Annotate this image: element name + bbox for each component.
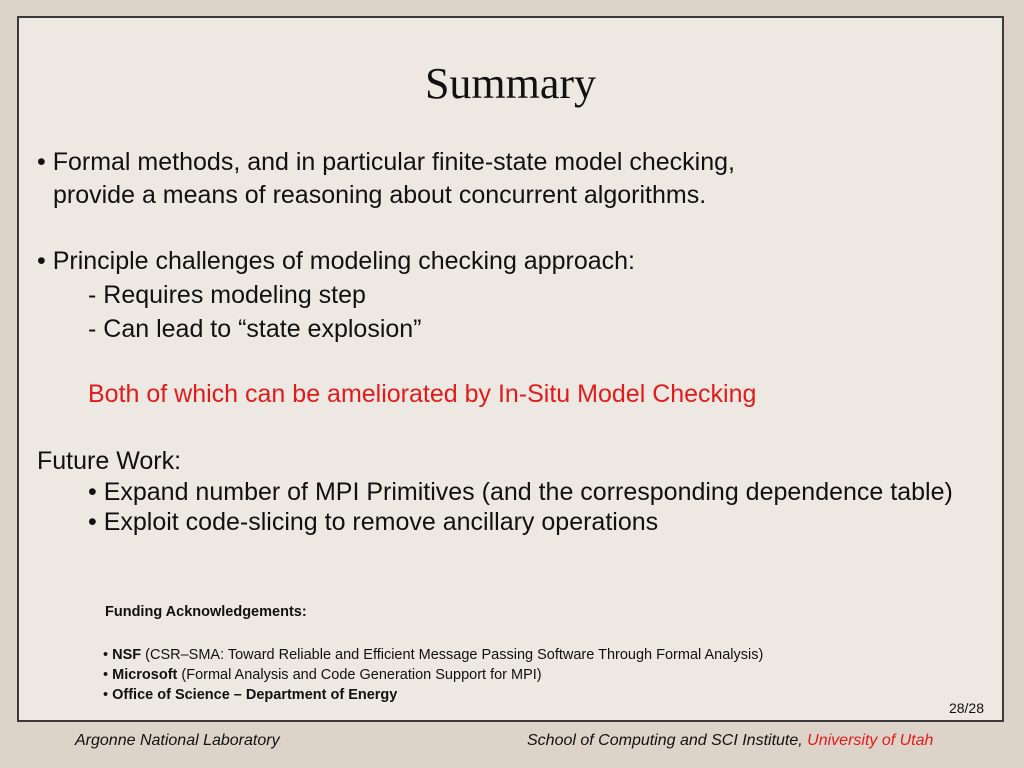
future-work-item-2: • Exploit code-slicing to remove ancillary operations — [88, 508, 659, 536]
bullet-2-sub-1: - Requires modeling step — [88, 281, 366, 309]
bullet-2: • Principle challenges of modeling checking approach: — [37, 247, 635, 275]
footer-right — [527, 732, 933, 750]
bullet-1-line-1: • Formal methods, and in particular finite-state model checking, — [37, 148, 735, 176]
footer-left: Argonne National Laboratory — [75, 732, 280, 749]
funding-item-microsoft — [103, 667, 542, 683]
funding-desc: (CSR–SMA: Toward Reliable and Efficient Message Passing Software Through Formal Analysis) — [141, 647, 764, 663]
funding-name: NSF — [112, 647, 142, 663]
footer-right-emphasis: University of Utah — [807, 732, 934, 749]
funding-name: Office of Science – Department of Energy — [112, 687, 398, 703]
funding-bullet: • — [103, 647, 113, 663]
page-number: 28/28 — [948, 700, 984, 716]
slide — [17, 16, 1004, 722]
funding-bullet: • — [103, 667, 113, 683]
funding-item-nsf — [103, 647, 763, 663]
funding-item-doe — [103, 687, 397, 703]
bullet-2-sub-2: - Can lead to “state explosion” — [88, 315, 422, 343]
funding-name: Microsoft — [112, 667, 178, 683]
slide-title: Summary — [424, 59, 597, 108]
footer-right-prefix: School of Computing and SCI Institute, — [527, 732, 808, 749]
bullet-1-line-2: provide a means of reasoning about concurrent algorithms. — [53, 181, 707, 209]
future-work-item-1: • Expand number of MPI Primitives (and the corresponding dependence table) — [88, 478, 953, 506]
funding-bullet: • — [103, 687, 113, 703]
highlight-text: Both of which can be ameliorated by In-Situ Model Checking — [88, 380, 757, 408]
funding-desc: (Formal Analysis and Code Generation Support for MPI) — [177, 667, 542, 683]
future-work-heading: Future Work: — [37, 447, 182, 475]
funding-heading: Funding Acknowledgements: — [105, 604, 307, 620]
